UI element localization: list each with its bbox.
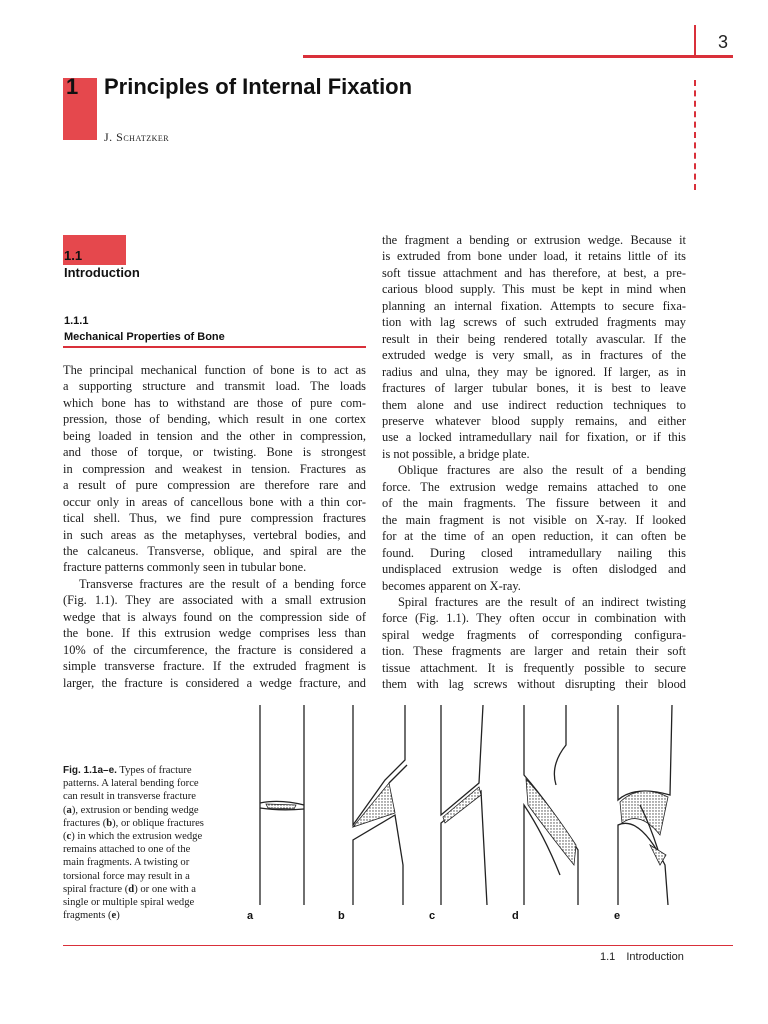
text-line: is extruded from bone under load, it retains little of its <box>382 249 686 264</box>
figure-label-c: c <box>429 910 436 922</box>
caption-line <box>63 909 243 922</box>
caption-text: main fragments. A twisting or <box>63 857 190 869</box>
caption-line <box>63 856 243 869</box>
text-line: which bone has to withstand are those of pure com- <box>63 395 366 410</box>
caption-line <box>63 843 243 856</box>
figure-caption <box>63 764 243 922</box>
caption-line <box>63 870 243 883</box>
caption-text: (c) in which the extrusion wedge <box>63 831 203 843</box>
text-line: (Fig. 1.1). They are associated with a small extrusion <box>63 593 366 608</box>
footer-section-number: 1.1 <box>600 951 616 963</box>
caption-text: single or multiple spiral wedge <box>63 897 195 909</box>
text-line: them with lag screws without disrupting their blood <box>382 677 686 692</box>
caption-line <box>63 896 243 909</box>
caption-line <box>63 790 243 803</box>
text-line: the fragment a bending or extrusion wedge. Because it <box>382 233 686 247</box>
text-line: Oblique fractures are also the result of a bending <box>398 463 686 478</box>
text-line: undisplaced extrusion wedge is often dislodged and <box>382 562 686 577</box>
footer-rule <box>63 945 733 946</box>
text-line: becomes apparent on X-ray. <box>382 578 521 593</box>
caption-line <box>63 764 243 777</box>
text-line: is not possible, a bridge plate. <box>382 446 530 461</box>
running-footer <box>600 951 684 963</box>
text-line: fracture patterns commonly seen in tubular bone. <box>63 560 307 575</box>
chapter-title: Principles of Internal Fixation <box>104 74 413 99</box>
text-line: a supporting structure and transmit load. The loads <box>63 379 366 394</box>
chapter-number: 1 <box>66 74 79 99</box>
text-line: the bone. If this extrusion wedge comprises less than <box>63 626 366 641</box>
text-line: force (Fig. 1.1). They often occur in combination with <box>382 611 686 626</box>
text-line: in compression and weakest in tension. Fractures as <box>63 461 366 476</box>
margin-dashed-marker <box>694 80 696 190</box>
text-line: force. The extrusion wedge remains attached to one <box>382 479 686 494</box>
text-line: in such areas as the metaphyses, vertebral bodies, and <box>63 527 366 542</box>
caption-text: can result in transverse fracture <box>63 791 196 803</box>
caption-text: fractures (b), or oblique fractures <box>63 817 204 829</box>
text-line: fractures of larger tubular bones, it is best to leave <box>382 381 686 396</box>
figure-panel-e-spiral-wedge <box>618 705 672 905</box>
text-line: tical shell. Thus, we find pure compression fractures <box>63 511 366 526</box>
caption-text: spiral fracture (d) or one with a <box>63 883 196 895</box>
text-line: wedge that is always found on the compression side of <box>63 609 366 624</box>
header-rule <box>303 55 733 58</box>
text-line: simple transverse fracture. If the extruded fragment is <box>63 659 366 674</box>
text-line: Transverse fractures are the result of a bending force <box>79 576 366 591</box>
text-line: use a locked intramedullary nail for fixation, or if this <box>382 430 686 445</box>
text-line: and those of torque, or twisting. Bone is strongest <box>63 445 366 460</box>
text-line: spiral wedge fragments of corresponding configura- <box>382 627 686 642</box>
text-line: extruded wedge is very small, as in fractures of the <box>382 348 686 363</box>
text-line: being loaded in tension and the other in compression, <box>63 428 366 443</box>
text-line: preserve whatever blood supply remains, and either <box>382 413 686 428</box>
caption-text: Types of fracture <box>116 765 192 776</box>
text-line: for at the time of an open reduction, it can often be <box>382 529 686 544</box>
footer-section-title: Introduction <box>626 951 684 963</box>
body-column-right <box>382 232 686 693</box>
figure-label-b: b <box>338 910 345 922</box>
page-number: 3 <box>718 32 729 52</box>
text-line: tion with lag screws of such extruded fragments may <box>382 315 686 330</box>
text-line: tissue attachment. It is frequently possible to secure <box>382 660 686 675</box>
subsection-number: 1.1.1 <box>64 315 89 327</box>
caption-line <box>63 817 243 830</box>
text-line: a result of pure compression are therefore rare and <box>63 478 366 493</box>
body-column-left <box>63 362 366 691</box>
text-line: carious blood supply. This must be kept in mind when <box>382 282 686 297</box>
text-line: of the main fragments. The fissure between it and <box>382 496 686 511</box>
caption-line <box>63 830 243 843</box>
section-number: 1.1 <box>64 248 83 263</box>
figure-label-a: a <box>247 910 254 922</box>
caption-text: torsional force may result in a <box>63 870 190 882</box>
figure-panel-d-spiral <box>524 705 578 905</box>
text-line: the main fragment is not visible on X-ray. If looked <box>382 512 686 527</box>
text-line: Spiral fractures are the result of an indirect twisting <box>398 594 686 609</box>
text-line: result in their being rendered totally avascular. If the <box>382 331 686 346</box>
figure-panel-b-wedge <box>353 705 407 905</box>
figure-panel-c-oblique <box>441 705 487 905</box>
figure-label-d: d <box>512 910 519 922</box>
chapter-author: J. Schatzker <box>104 130 170 144</box>
figure-label-e: e <box>614 910 621 922</box>
caption-text: fragments (e) <box>63 910 120 922</box>
subsection-rule <box>63 346 366 348</box>
text-line: pression, those of bending, which result in one cortex <box>63 412 366 427</box>
text-line: the calcaneus. Transverse, oblique, and spiral are the <box>63 543 366 558</box>
text-line: planning an internal fixation. Attempts to secure fixa- <box>382 298 686 313</box>
text-line: The principal mechanical function of bone is to act as <box>63 363 366 377</box>
caption-text: patterns. A lateral bending force <box>63 778 199 790</box>
caption-lead: Fig. 1.1a–e. <box>63 765 117 776</box>
caption-text: (a), extrusion or bending wedge <box>63 804 199 816</box>
text-line: them alone and use indirect reduction techniques to <box>382 397 686 412</box>
caption-text: remains attached to one of the <box>63 844 191 856</box>
figure-panel-a-transverse <box>260 705 304 905</box>
text-line: tion. These fragments are larger and retain their soft <box>382 644 686 659</box>
fracture-patterns-figure <box>250 705 690 905</box>
text-line: 10% of the circumference, the fracture is considered a <box>63 642 366 657</box>
subsection-title: Mechanical Properties of Bone <box>64 331 225 343</box>
text-line: soft tissue attachment and has therefore, at best, a pre- <box>382 265 686 280</box>
text-line: larger, the fracture is considered a wedge fracture, and <box>63 675 366 690</box>
caption-line <box>63 883 243 896</box>
text-line: occur only in areas of cancellous bone with a thin cor- <box>63 494 366 509</box>
header-rule-tick <box>694 25 696 55</box>
caption-line <box>63 777 243 790</box>
caption-line <box>63 804 243 817</box>
text-line: found. During closed intramedullary nailing this <box>382 545 686 560</box>
text-line: radius and ulna, they may be ignored. If larger, as in <box>382 364 686 379</box>
section-title: Introduction <box>64 265 140 280</box>
